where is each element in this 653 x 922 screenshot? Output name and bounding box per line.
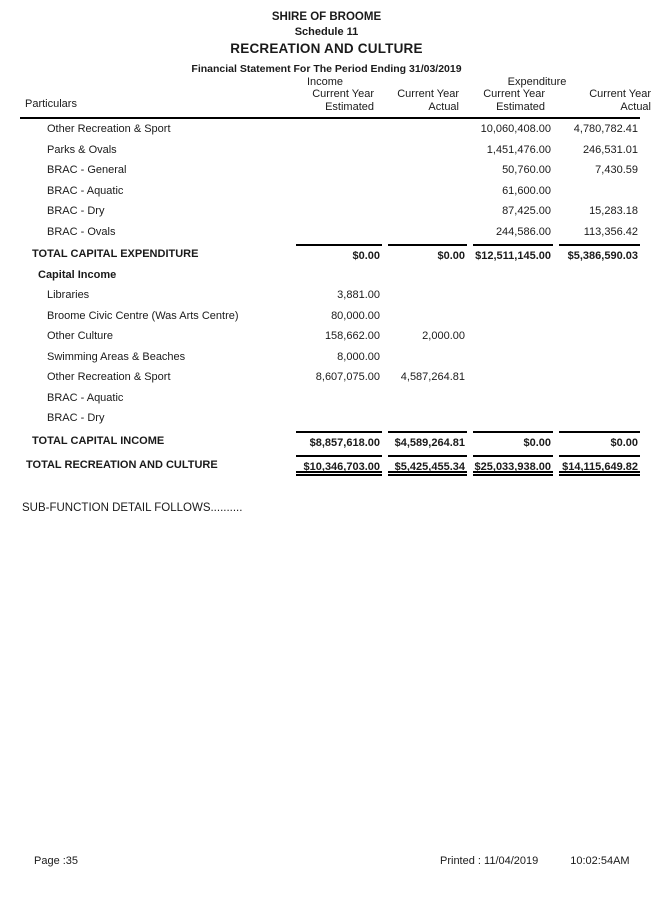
cell-value: 50,760.00 bbox=[502, 164, 551, 176]
cell-value bbox=[473, 285, 553, 306]
cell-value: 10,060,408.00 bbox=[480, 123, 551, 135]
cell-value: $5,386,590.03 bbox=[559, 244, 640, 265]
table-row bbox=[20, 140, 640, 161]
table-row bbox=[20, 388, 640, 409]
cell-value: 4,587,264.81 bbox=[400, 371, 465, 383]
cell-value bbox=[473, 347, 553, 368]
table-row bbox=[20, 222, 640, 243]
cell-value bbox=[388, 119, 467, 140]
cell-value: $12,511,145.00 bbox=[473, 244, 553, 265]
org-name: SHIRE OF BROOME bbox=[271, 11, 382, 23]
particulars-label: Particulars bbox=[25, 98, 77, 110]
row-label: Other Recreation & Sport bbox=[47, 123, 171, 135]
column-header-line: Current Year bbox=[483, 88, 545, 100]
cell-value bbox=[559, 388, 640, 409]
column-header-expenditure-estimated bbox=[435, 88, 545, 113]
cell-value bbox=[473, 388, 553, 409]
row-label: Swimming Areas & Beaches bbox=[47, 350, 186, 363]
row-label: Other Recreation & Sport bbox=[47, 371, 171, 383]
cell-value: $8,857,618.00 bbox=[296, 431, 382, 452]
row-label: BRAC - General bbox=[47, 164, 127, 176]
cell-value: 3,881.00 bbox=[337, 289, 380, 301]
row-label: BRAC - Ovals bbox=[47, 225, 116, 238]
cell-value: 113,356.42 bbox=[583, 225, 638, 238]
cell-value: 7,430.59 bbox=[595, 164, 638, 176]
cell-value bbox=[559, 285, 640, 306]
cell-value bbox=[296, 160, 382, 181]
row-label: BRAC - Aquatic bbox=[47, 184, 124, 197]
printed-time: 10:02:54AM bbox=[570, 855, 630, 867]
column-header-line: Current Year bbox=[397, 88, 459, 100]
cell-value bbox=[473, 326, 553, 347]
print-info bbox=[440, 855, 630, 867]
cell-value bbox=[296, 140, 382, 161]
cell-value bbox=[296, 119, 382, 140]
row-label: TOTAL RECREATION AND CULTURE bbox=[26, 459, 218, 471]
cell-value bbox=[473, 265, 553, 286]
report-header bbox=[0, 0, 653, 75]
table-row bbox=[20, 160, 640, 181]
row-label: Broome Civic Centre (Was Arts Centre) bbox=[47, 309, 239, 322]
cell-value bbox=[296, 222, 382, 243]
income-group-label: Income bbox=[306, 76, 344, 88]
table-rows bbox=[20, 119, 640, 476]
table-row bbox=[20, 326, 640, 347]
cell-value bbox=[296, 388, 382, 409]
table-row bbox=[20, 347, 640, 368]
cell-value: $0.00 bbox=[559, 431, 640, 452]
table-row bbox=[20, 306, 640, 327]
table-row bbox=[20, 181, 640, 202]
column-header-line: Estimated bbox=[325, 100, 374, 113]
column-header-line: Current Year bbox=[312, 88, 374, 100]
table-row bbox=[20, 265, 640, 286]
report-title: RECREATION AND CULTURE bbox=[230, 41, 423, 56]
column-header-line: Current Year bbox=[589, 88, 651, 100]
cell-value bbox=[473, 408, 553, 429]
cell-value: $25,033,938.00 bbox=[473, 455, 553, 476]
cell-value: $5,425,455.34 bbox=[388, 455, 467, 476]
cell-value bbox=[388, 201, 467, 222]
cell-value: 158,662.00 bbox=[324, 330, 380, 342]
cell-value bbox=[296, 265, 382, 286]
row-label: Parks & Ovals bbox=[47, 143, 117, 156]
cell-value bbox=[388, 285, 467, 306]
column-header-line: Actual bbox=[428, 100, 459, 113]
cell-value: $0.00 bbox=[296, 244, 382, 265]
table-row bbox=[20, 244, 640, 265]
cell-value bbox=[559, 181, 640, 202]
row-label: TOTAL CAPITAL INCOME bbox=[32, 434, 165, 447]
cell-value: $4,589,264.81 bbox=[388, 431, 467, 452]
cell-value: 4,780,782.41 bbox=[573, 123, 638, 135]
cell-value bbox=[388, 222, 467, 243]
table-row bbox=[20, 408, 640, 429]
cell-value: 1,451,476.00 bbox=[486, 143, 551, 156]
cell-value: $10,346,703.00 bbox=[296, 455, 382, 476]
page-number: Page :35 bbox=[34, 855, 79, 867]
cell-value bbox=[388, 140, 467, 161]
row-label: BRAC - Dry bbox=[47, 205, 105, 217]
printed-date: Printed : 11/04/2019 bbox=[440, 855, 539, 867]
cell-value: 15,283.18 bbox=[589, 205, 638, 217]
table-row bbox=[20, 367, 640, 388]
cell-value bbox=[296, 408, 382, 429]
sub-function-note: SUB-FUNCTION DETAIL FOLLOWS.......... bbox=[22, 501, 243, 514]
row-label: BRAC - Dry bbox=[47, 412, 105, 424]
cell-value bbox=[559, 306, 640, 327]
schedule-label: Schedule 11 bbox=[294, 26, 359, 38]
column-header-line: Actual bbox=[620, 100, 651, 113]
table-row bbox=[20, 285, 640, 306]
cell-value bbox=[388, 347, 467, 368]
cell-value bbox=[388, 408, 467, 429]
cell-value bbox=[388, 181, 467, 202]
row-label: Capital Income bbox=[38, 268, 117, 281]
cell-value bbox=[559, 347, 640, 368]
cell-value bbox=[559, 367, 640, 388]
cell-value: $0.00 bbox=[388, 244, 467, 265]
cell-value: 246,531.01 bbox=[582, 143, 638, 156]
cell-value: $14,115,649.82 bbox=[559, 455, 640, 476]
table-column-headers bbox=[20, 75, 651, 117]
table-row bbox=[20, 201, 640, 222]
cell-value: 87,425.00 bbox=[502, 205, 551, 217]
row-label: TOTAL CAPITAL EXPENDITURE bbox=[32, 248, 199, 260]
column-header-expenditure-actual bbox=[541, 88, 651, 113]
cell-value bbox=[473, 367, 553, 388]
table-row bbox=[20, 431, 640, 452]
cell-value bbox=[388, 388, 467, 409]
cell-value bbox=[473, 306, 553, 327]
cell-value bbox=[388, 306, 467, 327]
row-label: Other Culture bbox=[47, 330, 114, 342]
expenditure-group-label: Expenditure bbox=[507, 76, 567, 88]
cell-value: 2,000.00 bbox=[422, 330, 465, 342]
cell-value: $0.00 bbox=[473, 431, 553, 452]
row-label: Libraries bbox=[47, 289, 90, 301]
cell-value: 80,000.00 bbox=[331, 309, 380, 322]
cell-value bbox=[296, 181, 382, 202]
column-header-line: Estimated bbox=[496, 100, 545, 113]
row-label: BRAC - Aquatic bbox=[47, 391, 124, 404]
cell-value bbox=[388, 265, 467, 286]
cell-value: 61,600.00 bbox=[502, 184, 551, 197]
cell-value bbox=[296, 201, 382, 222]
cell-value bbox=[388, 160, 467, 181]
cell-value: 244,586.00 bbox=[495, 225, 551, 238]
table-row bbox=[20, 119, 640, 140]
cell-value bbox=[559, 265, 640, 286]
cell-value bbox=[559, 326, 640, 347]
table-row bbox=[20, 455, 640, 476]
cell-value bbox=[559, 408, 640, 429]
report-subtitle: Financial Statement For The Period Ending 31/03/2019 bbox=[191, 63, 462, 75]
cell-value: 8,607,075.00 bbox=[315, 371, 380, 383]
cell-value: 8,000.00 bbox=[337, 350, 380, 363]
